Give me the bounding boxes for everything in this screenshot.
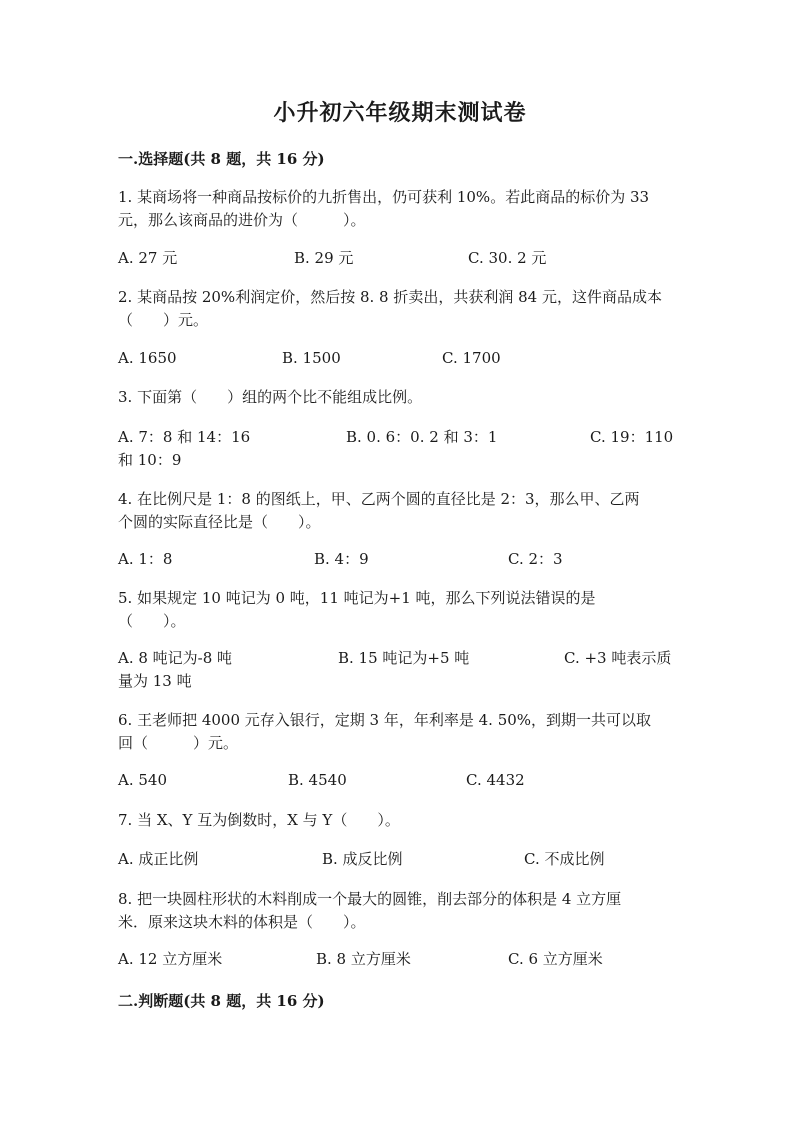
option-c-continuation: 和 10：9 bbox=[118, 451, 182, 469]
option-a: A. 1650 bbox=[118, 349, 177, 367]
question-line: 8. 把一块圆柱形状的木料削成一个最大的圆锥，削去部分的体积是 4 立方厘 bbox=[118, 890, 622, 908]
question-6 bbox=[118, 709, 678, 755]
option-a: A. 540 bbox=[118, 771, 167, 789]
question-line: 1. 某商场将一种商品按标价的九折售出，仍可获利 10%。若此商品的标价为 33 bbox=[118, 188, 650, 206]
option-b: B. 0. 6：0. 2 和 3：1 bbox=[346, 428, 498, 446]
question-line: 6. 王老师把 4000 元存入银行，定期 3 年，年利率是 4. 50%，到期一共可以取 bbox=[118, 711, 652, 729]
option-c: C. +3 吨表示质 bbox=[564, 649, 672, 667]
option-c: C. 4432 bbox=[466, 771, 525, 789]
question-4 bbox=[118, 488, 678, 534]
option-a: A. 成正比例 bbox=[118, 850, 199, 868]
question-line: 3. 下面第（ ）组的两个比不能组成比例。 bbox=[118, 388, 423, 406]
option-c: C. 30. 2 元 bbox=[468, 249, 547, 267]
option-b: B. 29 元 bbox=[294, 249, 354, 267]
question-line: 回（ ）元。 bbox=[118, 734, 239, 752]
option-b: B. 1500 bbox=[282, 349, 341, 367]
question-5 bbox=[118, 587, 678, 633]
option-b: B. 4540 bbox=[288, 771, 347, 789]
question-line: 7. 当 X、Y 互为倒数时，X 与 Y（ ）。 bbox=[118, 811, 400, 829]
option-a: A. 12 立方厘米 bbox=[118, 950, 223, 968]
option-c: C. 不成比例 bbox=[524, 850, 605, 868]
option-b: B. 成反比例 bbox=[322, 850, 403, 868]
question-line: 元，那么该商品的进价为（ ）。 bbox=[118, 211, 366, 229]
option-b: B. 8 立方厘米 bbox=[316, 950, 411, 968]
question-line: 个圆的实际直径比是（ ）。 bbox=[118, 513, 321, 531]
option-b: B. 4：9 bbox=[314, 550, 369, 568]
option-b: B. 15 吨记为+5 吨 bbox=[338, 649, 470, 667]
question-line: （ ）元。 bbox=[118, 311, 209, 329]
option-a: A. 1：8 bbox=[118, 550, 173, 568]
option-c-continuation: 量为 13 吨 bbox=[118, 672, 192, 690]
section-heading-choice: 一.选择题(共 8 题，共 16 分) bbox=[118, 150, 325, 168]
option-a: A. 7：8 和 14：16 bbox=[118, 428, 251, 446]
option-c: C. 2：3 bbox=[508, 550, 563, 568]
option-c: C. 1700 bbox=[442, 349, 501, 367]
option-c: C. 19：110 bbox=[590, 428, 674, 446]
question-7 bbox=[118, 809, 678, 832]
section-heading-judgement: 二.判断题(共 8 题，共 16 分) bbox=[118, 992, 325, 1010]
question-line: 米．原来这块木料的体积是（ ）。 bbox=[118, 913, 366, 931]
option-a: A. 27 元 bbox=[118, 249, 178, 267]
question-8 bbox=[118, 888, 678, 934]
option-c: C. 6 立方厘米 bbox=[508, 950, 603, 968]
question-1 bbox=[118, 186, 678, 232]
question-2 bbox=[118, 286, 678, 332]
question-line: 4. 在比例尺是 1：8 的图纸上，甲、乙两个圆的直径比是 2：3，那么甲、乙两 bbox=[118, 490, 640, 508]
page-title: 小升初六年级期末测试卷 bbox=[273, 100, 527, 126]
question-line: （ ）。 bbox=[118, 612, 186, 630]
question-3 bbox=[118, 386, 678, 409]
question-line: 5. 如果规定 10 吨记为 0 吨，11 吨记为+1 吨，那么下列说法错误的是 bbox=[118, 589, 596, 607]
option-a: A. 8 吨记为-8 吨 bbox=[118, 649, 233, 667]
question-line: 2. 某商品按 20%利润定价，然后按 8. 8 折卖出，共获利润 84 元，这件商品成本 bbox=[118, 288, 662, 306]
